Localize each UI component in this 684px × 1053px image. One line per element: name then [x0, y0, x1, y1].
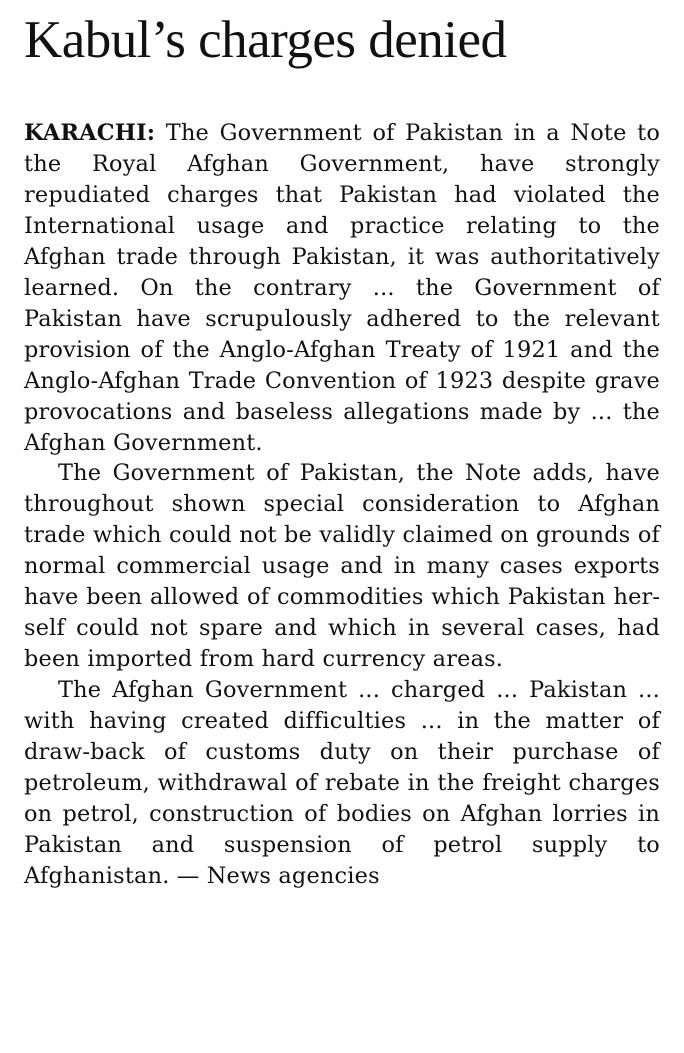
paragraph-1 — [24, 118, 660, 458]
news-article — [24, 8, 660, 892]
article-body — [24, 118, 660, 892]
paragraph-1-text: The Government of Pakistan in a Note to the Royal Afghan Government, have strongly repudiated charges that Pakistan had violated the International usage and practice relating to the Afghan trade through Pakistan, it was authoritatively learned. On the contrary ... the Government of Pakistan have scrupulously adhered to the relevant provision of the Anglo-Afghan Treaty of 1921 and the Anglo-​Afghan Trade Convention of 1923 despite grave provocations and baseless allegations made by ... the Afghan Government. — [24, 120, 660, 456]
dateline: KARACHI: — [24, 120, 156, 146]
paragraph-2: The Government of Pakistan, the Note adds, have throughout shown special consideration to Afghan trade which could not be validly claimed on grounds of normal commercial usage and in many cases exports have been allowed of commodities which Pakistan herself could not spare and which in several cases, had been imported from hard currency areas. — [24, 460, 660, 673]
paragraph-3: The Afghan Government ... charged ... Pakistan ... with having created difficulties ... in the matter of draw-back of customs duty on their purchase of petroleum, withdrawal of rebate in the freight charges on petrol, construction of bodies on Afghan lorries in Pakistan and suspension of petrol supply to Afghanistan. — News agencies — [24, 677, 660, 889]
headline: Kabul’s charges denied — [24, 11, 507, 69]
